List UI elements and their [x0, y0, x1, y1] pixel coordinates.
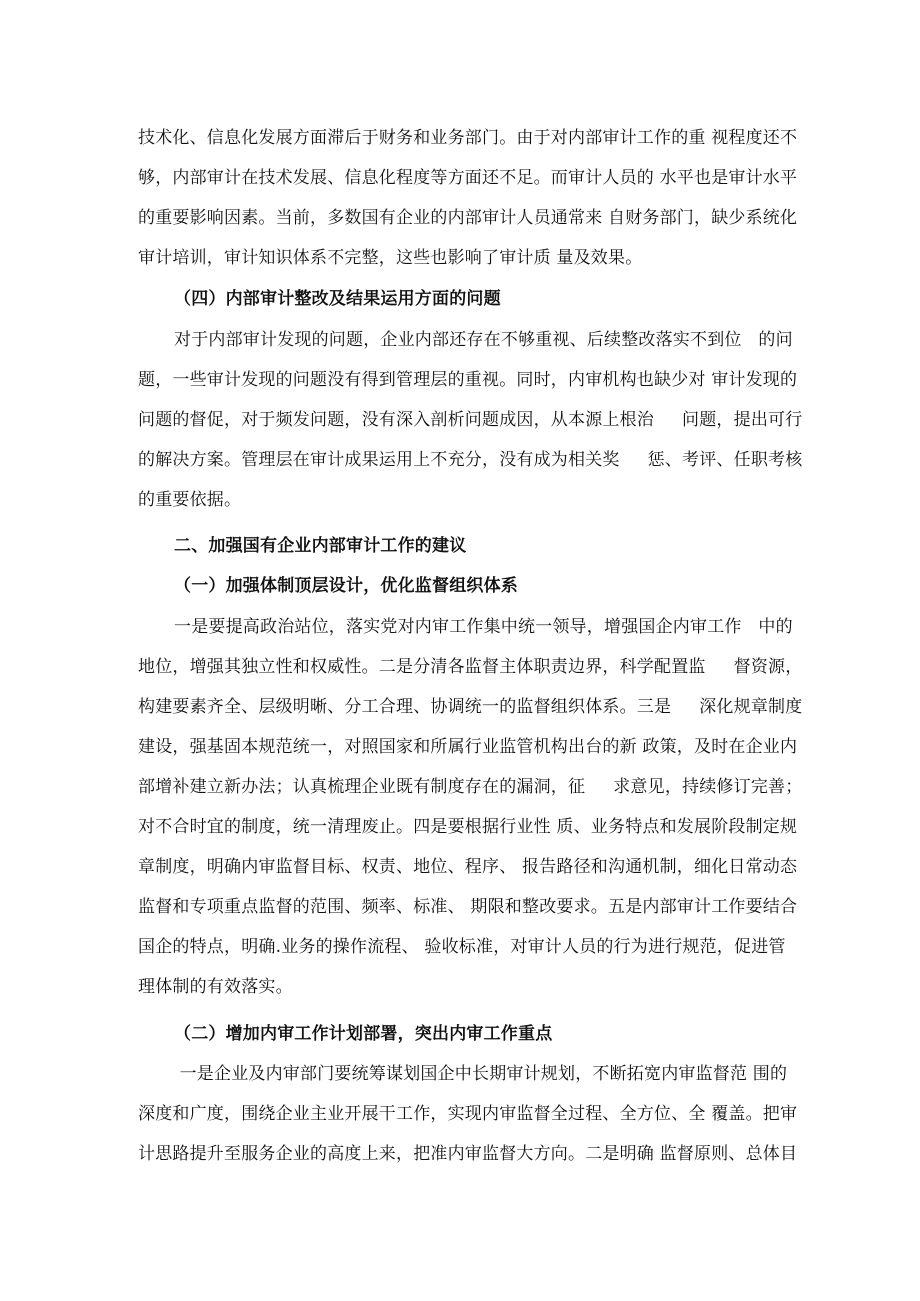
- paragraph-line: 建设，强基固本规范统一，对照国家和所属行业监管机构出台的新 政策，及时在企业内: [138, 737, 798, 757]
- paragraph-line: 审计培训，审计知识体系不完整，这些也影响了审计质 量及效果。: [138, 248, 643, 268]
- chapter-heading-2: 二、加强国有企业内部审计工作的建议: [174, 536, 467, 556]
- paragraph-line: 国企的特点，明确.业务的操作流程、 验收标准，对审计人员的行为进行规范，促进管: [138, 937, 786, 957]
- paragraph-line: 一是要提高政治站位，落实党对内审工作集中统一领导，增强国企内审工作 中的: [174, 617, 793, 637]
- paragraph-line: 技术化、信息化发展方面滞后于财务和业务部门。由于对内部审计工作的重 视程度还不: [138, 128, 798, 148]
- section-heading-2-1: （一）加强体制顶层设计，优化监督组织体系: [174, 576, 518, 596]
- paragraph-line: 问题的督促，对于频发问题，没有深入剖析问题成因，从本源上根治 问题，提出可行: [138, 410, 803, 430]
- paragraph-line: 够，内部审计在技术发展、信息化程度等方面还不足。而审计人员的 水平也是审计水平: [138, 168, 798, 188]
- paragraph-line: 的重要影响因素。当前，多数国有企业的内部审计人员通常来 自财务部门，缺少系统化: [138, 208, 798, 228]
- paragraph-line: 一是企业及内审部门要统筹谋划国企中长期审计规划，不断拓宽内审监督范 围的: [174, 1064, 788, 1084]
- paragraph-line: 题，一些审计发现的问题没有得到管理层的重视。同时，内审机构也缺少对 审计发现的: [138, 370, 798, 390]
- paragraph-line: 构建要素齐全、层级明晰、分工合理、协调统一的监督组织体系。三是 深化规章制度: [138, 697, 803, 717]
- paragraph-line: 对于内部审计发现的问题，企业内部还存在不够重视、后续整改落实不到位 的问: [174, 330, 793, 350]
- paragraph-line: 章制度，明确内审监督目标、权责、地位、程序、 报告路径和沟通机制，细化日常动态: [138, 857, 798, 877]
- paragraph-line: 对不合时宜的制度，统一清理废止。四是要根据行业性 质、业务特点和发展阶段制定规: [138, 817, 798, 837]
- paragraph-line: 地位，增强其独立性和权威性。二是分清各监督主体职责边界，科学配置监 督资源，: [138, 657, 803, 677]
- paragraph-line: 深度和广度，围绕企业主业开展干工作，实现内审监督全过程、全方位、全 覆盖。把审: [138, 1104, 798, 1124]
- paragraph-line: 的解决方案。管理层在审计成果运用上不充分，没有成为相关奖 惩、考评、任职考核: [138, 450, 803, 470]
- paragraph-line: 理体制的有效落实。: [138, 977, 293, 997]
- paragraph-line: 监督和专项重点监督的范围、频率、标准、 期限和整改要求。五是内部审计工作要结合: [138, 897, 798, 917]
- paragraph-line: 计思路提升至服务企业的高度上来，把准内审监督大方向。二是明确 监督原则、总体目: [138, 1144, 798, 1164]
- section-heading-2-2: （二）增加内审工作计划部署，突出内审工作重点: [174, 1024, 553, 1044]
- section-heading-4: （四）内部审计整改及结果运用方面的问题: [174, 289, 501, 309]
- paragraph-line: 的重要依据。: [138, 490, 242, 510]
- paragraph-line: 部增补建立新办法；认真梳理企业既有制度存在的漏洞，征 求意见，持续修订完善；: [138, 777, 803, 797]
